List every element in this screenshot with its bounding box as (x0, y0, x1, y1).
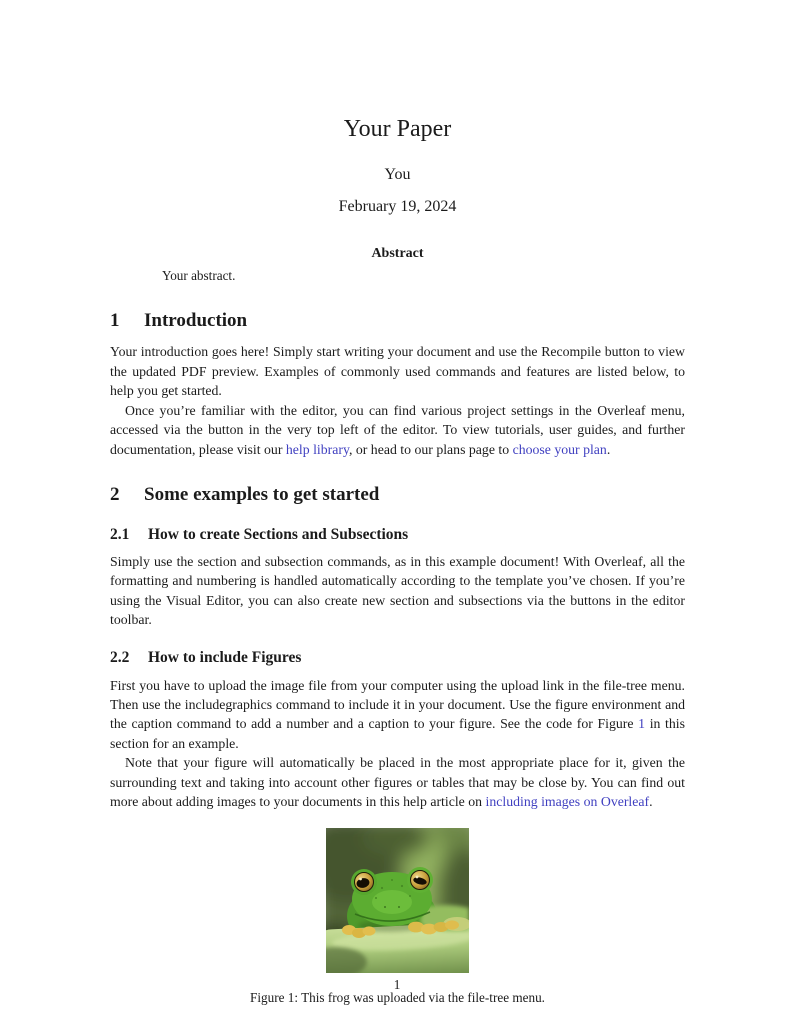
section-heading-examples (110, 485, 685, 506)
paper-author: You (384, 165, 411, 183)
section-title: Introduction (144, 309, 248, 331)
text-segment: . (606, 441, 611, 457)
section-heading-introduction (110, 311, 685, 332)
paragraph-sections-1: Simply use the section and subsection commands, as in this example document! With Overleaf, all the formatting and numbering is handled automatically according to the template you’ve chosen. If you’re using the Visual Editor, you can also create new section and subsections via the buttons in the editor toolbar. (110, 553, 685, 628)
paragraph-intro-1: Your introduction goes here! Simply start writing your document and use the Recompile button to view the updated PDF preview. Examples of commonly used commands and features are listed below, to help you get started. (110, 344, 685, 399)
choose-your-plan-link[interactable]: choose your plan (512, 441, 607, 457)
page-number: 1 (393, 977, 401, 992)
text-segment: First you have to upload the image file from your computer using the upload link in the file-tree menu. Then use the includegraphics command to include it in your document. Use the figure environment and the caption command to add a number and a caption to your figure. See the code for Figure (110, 677, 685, 732)
figure-caption: Figure 1: This frog was uploaded via the file-tree menu. (250, 990, 545, 1006)
section-number: 1 (110, 309, 120, 331)
section-number: 2 (110, 483, 120, 505)
subsection-heading-sections (110, 526, 685, 543)
frog-photo (326, 828, 469, 973)
text-segment: Note that your figure will automatically be placed in the most appropriate place for it, given the surrounding text and taking into account other figures or tables that may be close by. You can find out more about adding images to your documents in this help article on (110, 755, 685, 809)
help-library-link[interactable]: help library (285, 441, 349, 457)
text-segment: in this section for an example. (110, 716, 685, 751)
paragraph-figures-1 (110, 676, 685, 754)
paragraph-intro-2 (110, 401, 685, 459)
abstract-heading: Abstract (371, 245, 424, 261)
including-images-on-overleaf-link[interactable]: including images on Overleaf (485, 793, 650, 809)
paper-date: February 19, 2024 (338, 197, 457, 215)
text-segment: , or head to our plans page to (348, 441, 513, 457)
text-segment: . (649, 793, 653, 809)
paper-title: Your Paper (343, 116, 452, 142)
figure-1-reference-link[interactable]: 1 (638, 716, 646, 732)
subsection-title: How to include Figures (148, 649, 302, 667)
subsection-title: How to create Sections and Subsections (148, 525, 409, 543)
subsection-number: 2.1 (110, 525, 130, 543)
subsection-number: 2.2 (110, 649, 130, 667)
paragraph-figures-2 (110, 753, 685, 811)
abstract-text: Your abstract. (162, 267, 236, 283)
section-title: Some examples to get started (144, 483, 380, 505)
subsection-heading-figures (110, 649, 685, 666)
page-content (110, 0, 685, 1006)
text-segment: Once you’re familiar with the editor, you can find various project settings in the Overleaf menu, accessed via the button in the very top left of the editor. To view tutorials, user guides, and further documentation, please visit our (110, 402, 685, 457)
